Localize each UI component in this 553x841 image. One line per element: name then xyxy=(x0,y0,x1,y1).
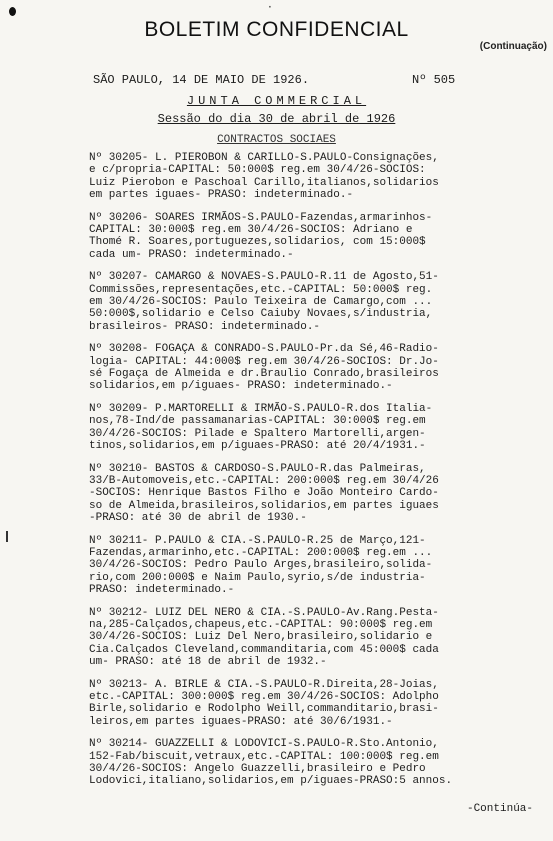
entry-line: nos,78-Ind/de passamanarias-CAPITAL: 30:000$ reg.em xyxy=(89,415,426,428)
entry-line: Luiz Pierobon e Paschoal Carillo,italianos,solidarios xyxy=(89,176,439,189)
entry-line: solidarios,em p/iguaes- PRASO: indeterminado.- xyxy=(89,380,393,393)
entry-line: Thomé R. Soares,portuguezes,solidarios, com 15:000$ xyxy=(89,236,426,249)
entry-line: Nº 30205- L. PIEROBON & CARILLO-S.PAULO-Consignações, xyxy=(89,152,439,164)
registry-entry xyxy=(89,738,551,787)
entry-line: sé Fogaça de Almeida e dr.Braulio Conrado,brasileiros xyxy=(89,367,439,380)
entry-line: -PRASO: até 30 de abril de 1930.- xyxy=(89,511,307,524)
subsection-title: CONTRACTOS SOCIAES xyxy=(217,134,336,146)
continues-label: -Continúa- xyxy=(466,803,533,815)
entry-line: leiros,em partes iguaes-PRASO: até 30/6/1931.- xyxy=(89,715,393,728)
entry-line: so de Almeida,brasileiros,solidarios,em partes iguaes xyxy=(89,499,439,512)
entry-line: Nº 30207- CAMARGO & NOVAES-S.PAULO-R.11 de Agosto,51- xyxy=(89,271,439,284)
registry-entry xyxy=(89,343,551,392)
registry-entry xyxy=(89,535,551,596)
registry-entry xyxy=(89,463,551,524)
registry-entry xyxy=(89,679,551,728)
entry-line: um- PRASO: até 18 de abril de 1932.- xyxy=(89,655,327,668)
entry-line: 152-Fab/biscuit,vetraux,etc.-CAPITAL: 100:000$ reg.em xyxy=(89,750,439,763)
entry-line: rio,com 200:000$ e Naim Paulo,syrio,s/de industria- xyxy=(89,571,426,584)
entry-line: Nº 30211- P.PAULO & CIA.-S.PAULO-R.25 de Março,121- xyxy=(89,534,426,547)
entry-line: Nº 30212- LUIZ DEL NERO & CIA.-S.PAULO-Av.Rang.Pesta- xyxy=(89,606,439,619)
margin-mark xyxy=(6,531,8,542)
continuation-label: (Continuação) xyxy=(479,41,547,52)
entry-line: Fazendas,armarinho,etc.-CAPITAL: 200:000$ reg.em ... xyxy=(89,547,433,560)
dateline: SÃO PAULO, 14 DE MAIO DE 1926. xyxy=(93,73,310,87)
entry-line: 50:000$,solidario e Celso Caiuby Novaes,s/industria, xyxy=(89,308,433,321)
entry-line: 33/B-Automoveis,etc.-CAPITAL: 200:000$ reg.em 30/4/26 xyxy=(89,475,439,488)
entries-list xyxy=(89,152,551,798)
entry-line: 30/4/26-SOCIOS: Pedro Paulo Arges,brasileiro,solida- xyxy=(89,559,433,572)
entry-line: Nº 30209- P.MARTORELLI & IRMÃO-S.PAULO-R.dos Italia- xyxy=(89,403,433,416)
bulletin-number: Nº 505 xyxy=(412,73,456,87)
session-date: Sessão do dia 30 de abril de 1926 xyxy=(157,112,396,126)
registry-entry xyxy=(89,607,551,668)
registry-entry xyxy=(89,152,551,201)
entry-line: etc.-CAPITAL: 300:000$ reg.em 30/4/26-SOCIOS: Adolpho xyxy=(89,690,439,703)
entry-line: em partes iguaes- PRASO: indeterminado.- xyxy=(89,188,354,201)
entry-line: -SOCIOS: Henrique Bastos Filho e João Monteiro Cardo- xyxy=(89,487,439,500)
registry-entry xyxy=(89,403,551,452)
section-title: JUNTA COMMERCIAL xyxy=(186,94,367,108)
entry-line: Nº 30210- BASTOS & CARDOSO-S.PAULO-R.das Palmeiras, xyxy=(89,462,426,475)
margin-bullet xyxy=(9,7,16,16)
entry-line: Nº 30206- SOARES IRMÃOS-S.PAULO-Fazendas,armarinhos- xyxy=(89,211,433,224)
entry-line: Cia.Calçados Cleveland,commanditaria,com 45:000$ cada xyxy=(89,643,439,656)
entry-line: brasileiros- PRASO: indeterminado.- xyxy=(89,320,321,333)
entry-line: em 30/4/26-SOCIOS: Paulo Teixeira de Camargo,com ... xyxy=(89,295,433,308)
entry-line: Lodovici,italiano,solidarios,em p/iguaes-PRASO:5 annos. xyxy=(89,775,453,788)
entry-line: na,285-Calçados,chapeus,etc.-CAPITAL: 90:000$ reg.em xyxy=(89,619,433,631)
registry-entry xyxy=(89,212,551,261)
entry-line: Nº 30213- A. BIRLE & CIA.-S.PAULO-R.Direita,28-Joias, xyxy=(89,678,439,691)
entry-line: Birle,solidario e Rodolpho Weill,commanditario,brasi- xyxy=(89,703,439,716)
entry-line: 30/4/26-SOCIOS: Luiz Del Nero,brasileiro,solidario e xyxy=(89,631,433,644)
entry-line: Commissões,representações,etc.-CAPITAL: 50:000$ reg. xyxy=(89,283,433,296)
entry-line: CAPITAL: 30:000$ reg.em 30/4/26-SOCIOS: Adriano e xyxy=(89,223,413,236)
entry-line: cada um- PRASO: indeterminado.- xyxy=(89,248,294,261)
entry-line: Nº 30208- FOGAÇA & CONRADO-S.PAULO-Pr.da Sé,46-Radio- xyxy=(89,343,439,356)
ink-mark: · xyxy=(268,0,272,14)
document-title: BOLETIM CONFIDENCIAL xyxy=(144,18,409,41)
entry-line: 30/4/26-SOCIOS: Pilade e Spaltero Martorelli,argen- xyxy=(89,427,426,440)
entry-line: Nº 30214- GUAZZELLI & LODOVICI-S.PAULO-R.Sto.Antonio, xyxy=(89,738,439,751)
entry-line: 30/4/26-SOCIOS: Angelo Guazzelli,brasileiro e Pedro xyxy=(89,762,426,775)
entry-line: PRASO: indeterminado.- xyxy=(89,583,235,596)
entry-line: logia- CAPITAL: 44:000$ reg.em 30/4/26-SOCIOS: Dr.Jo- xyxy=(89,355,439,368)
registry-entry xyxy=(89,271,551,332)
entry-line: e c/propria-CAPITAL: 50:000$ reg.em 30/4/26-SOCIOS: xyxy=(89,164,426,177)
entry-line: tinos,solidarios,em p/iguaes-PRASO: até 20/4/1931.- xyxy=(89,439,426,452)
